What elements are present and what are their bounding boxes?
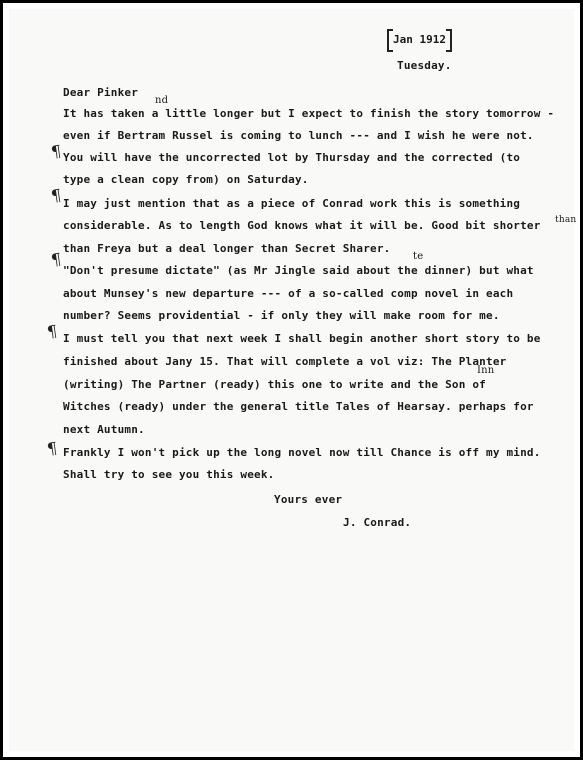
body-line: It has taken a little longer but I expect to finish the story tomorrow - [63, 107, 555, 120]
body-line: number? Seems providential - if only they will make room for me. [63, 309, 500, 322]
body-line: about Munsey's new departure --- of a so-called comp novel in each [63, 287, 514, 300]
letter-date: Jan 1912 [389, 31, 450, 48]
paragraph-mark: ¶ [49, 141, 63, 162]
handwritten-te: te [413, 251, 424, 262]
handwritten-inn: Inn [477, 365, 495, 376]
paragraph-mark: ¶ [49, 185, 63, 206]
closing: Yours ever [274, 493, 343, 506]
salutation: Dear Pinker [63, 86, 139, 99]
body-line: (writing) The Partner (ready) this one to write and the Son of [63, 378, 486, 391]
body-line: "Don't presume dictate" (as Mr Jingle said about the dinner) but what [63, 264, 534, 277]
body-line: I may just mention that as a piece of Conrad work this is something [63, 197, 521, 210]
handwritten-nd: nd [155, 95, 169, 106]
body-line: Frankly I won't pick up the long novel now till Chance is off my mind. [63, 446, 541, 459]
paragraph-mark: ¶ [49, 249, 63, 270]
body-line: I must tell you that next week I shall begin another short story to be [63, 332, 541, 345]
body-line: next Autumn. [63, 423, 145, 436]
body-line: Shall try to see you this week. [63, 468, 275, 481]
letter-page [9, 9, 577, 751]
body-line: Witches (ready) under the general title Tales of Hearsay. perhaps for [63, 400, 534, 413]
body-line: You will have the uncorrected lot by Thursday and the corrected (to [63, 151, 521, 164]
signature: J. Conrad. [343, 516, 412, 529]
body-line: considerable. As to length God knows what it will be. Good bit shorter [63, 219, 541, 232]
letter-day: Tuesday. [397, 59, 452, 72]
body-line: type a clean copy from) on Saturday. [63, 173, 309, 186]
paragraph-mark: ¶ [45, 321, 59, 342]
body-line: than Freya but a deal longer than Secret Sharer. [63, 242, 391, 255]
body-line: finished about Jany 15. That will complete a vol viz: The Planter [63, 355, 507, 368]
handwritten-than: than [555, 215, 577, 225]
body-line: even if Bertram Russel is coming to lunch --- and I wish he were not. [63, 129, 534, 142]
paragraph-mark: ¶ [45, 438, 59, 459]
